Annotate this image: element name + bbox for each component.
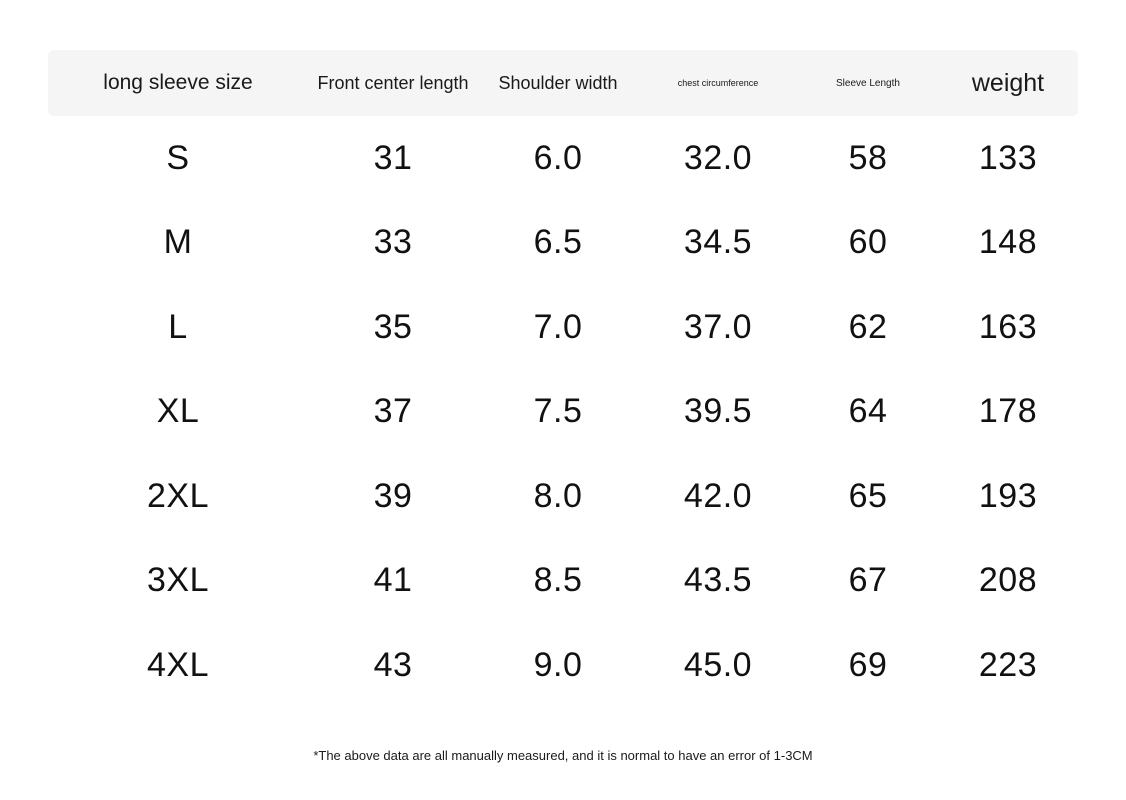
cell-size: L [168, 307, 188, 346]
cell-shoulder-width: 6.0 [533, 138, 583, 177]
cell-weight: 163 [978, 307, 1038, 346]
cell-weight: 178 [978, 392, 1038, 431]
cell-front-center-length: 35 [373, 307, 413, 346]
cell-shoulder-width: 9.0 [533, 645, 583, 684]
cell-chest-circumference: 34.5 [683, 223, 753, 262]
cell-sleeve-length: 62 [848, 307, 888, 346]
cell-front-center-length: 31 [373, 138, 413, 177]
cell-chest-circumference: 43.5 [683, 561, 753, 600]
cell-weight: 133 [978, 138, 1038, 177]
table-row [48, 454, 1078, 539]
column-header-weight: weight [971, 68, 1045, 97]
table-header [48, 50, 1078, 116]
column-header-shoulder-width: Shoulder width [498, 72, 618, 93]
cell-shoulder-width: 6.5 [533, 223, 583, 262]
cell-size: 4XL [147, 645, 209, 684]
cell-shoulder-width: 7.5 [533, 392, 583, 431]
table-row [48, 201, 1078, 286]
cell-sleeve-length: 67 [848, 561, 888, 600]
cell-chest-circumference: 42.0 [683, 476, 753, 515]
measurement-disclaimer: *The above data are all manually measured, and it is normal to have an error of 1-3CM [313, 748, 813, 763]
cell-chest-circumference: 32.0 [683, 138, 753, 177]
cell-size: 3XL [147, 561, 209, 600]
cell-size: M [163, 223, 193, 262]
cell-sleeve-length: 58 [848, 138, 888, 177]
table-row [48, 370, 1078, 455]
cell-chest-circumference: 45.0 [683, 645, 753, 684]
column-header-chest-circumference: chest circumference [677, 78, 759, 88]
table-row [48, 285, 1078, 370]
cell-front-center-length: 37 [373, 392, 413, 431]
table-row [48, 623, 1078, 708]
cell-weight: 148 [978, 223, 1038, 262]
size-table [48, 50, 1078, 708]
cell-size: 2XL [147, 476, 209, 515]
cell-front-center-length: 43 [373, 645, 413, 684]
column-header-sleeve-length: Sleeve Length [836, 77, 900, 89]
table-row [48, 116, 1078, 201]
header-row [48, 50, 1078, 116]
cell-front-center-length: 33 [373, 223, 413, 262]
cell-weight: 193 [978, 476, 1038, 515]
cell-front-center-length: 41 [373, 561, 413, 600]
cell-sleeve-length: 69 [848, 645, 888, 684]
cell-size: S [166, 138, 190, 177]
cell-sleeve-length: 65 [848, 476, 888, 515]
cell-chest-circumference: 37.0 [683, 307, 753, 346]
table-row [48, 539, 1078, 624]
column-header-size: long sleeve size [103, 71, 253, 94]
cell-shoulder-width: 8.5 [533, 561, 583, 600]
cell-shoulder-width: 7.0 [533, 307, 583, 346]
cell-weight: 208 [978, 561, 1038, 600]
cell-front-center-length: 39 [373, 476, 413, 515]
cell-size: XL [156, 392, 200, 431]
table-body [48, 116, 1078, 708]
cell-chest-circumference: 39.5 [683, 392, 753, 431]
cell-sleeve-length: 60 [848, 223, 888, 262]
size-table-container [48, 50, 1078, 708]
cell-sleeve-length: 64 [848, 392, 888, 431]
column-header-front-center-length: Front center length [317, 72, 469, 93]
cell-weight: 223 [978, 645, 1038, 684]
cell-shoulder-width: 8.0 [533, 476, 583, 515]
